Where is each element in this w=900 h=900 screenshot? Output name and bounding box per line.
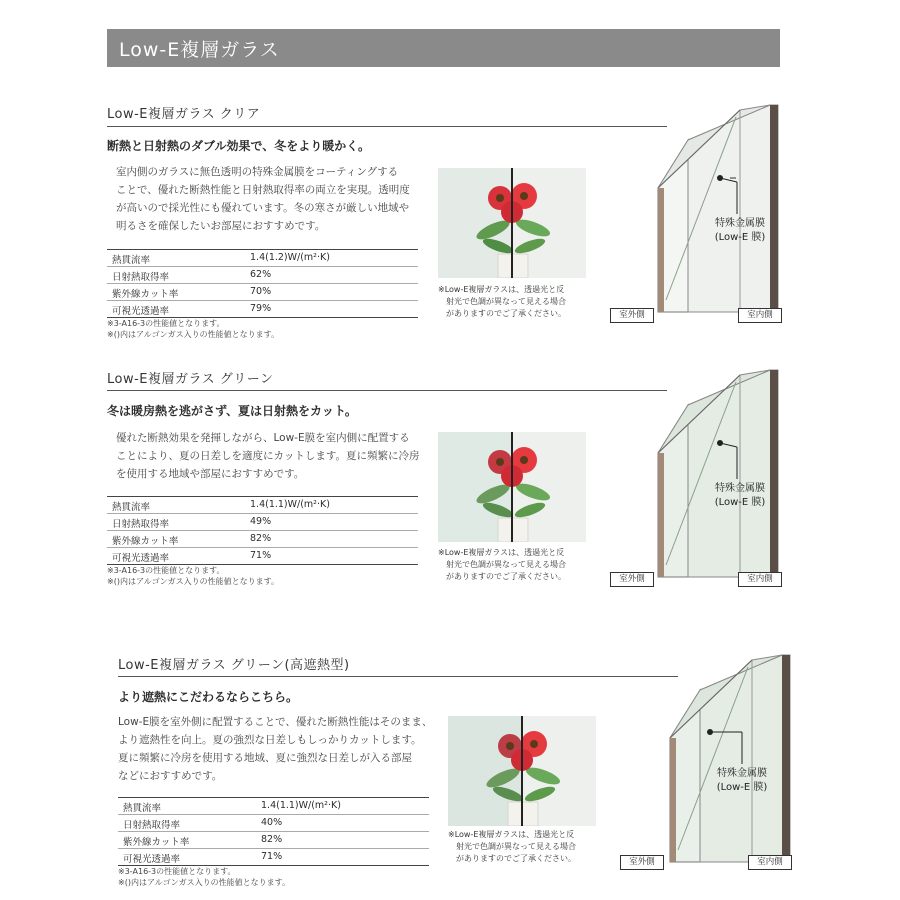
section-title: Low-E複層ガラス グリーン(高遮熱型) bbox=[118, 658, 350, 673]
inside-label: 室内側 bbox=[748, 855, 792, 870]
photo-note-line: ※Low-E複層ガラスは、透過光と反 bbox=[448, 830, 575, 839]
inside-label: 室内側 bbox=[738, 308, 782, 323]
spec-value: 1.4(1.2)W/(m²·K) bbox=[250, 252, 330, 263]
flower-photo bbox=[448, 716, 596, 826]
page-title: Low-E複層ガラス bbox=[119, 39, 280, 61]
spec-row bbox=[107, 284, 418, 301]
spec-notes bbox=[107, 318, 279, 340]
spec-row bbox=[107, 267, 418, 284]
glass-diagram bbox=[600, 365, 790, 590]
photo-note bbox=[448, 829, 576, 865]
inside-label: 室内側 bbox=[738, 572, 782, 587]
section-divider bbox=[107, 126, 667, 127]
spec-notes bbox=[118, 866, 290, 888]
spec-label: 紫外線カット率 bbox=[123, 837, 190, 848]
spec-value: 79% bbox=[250, 303, 272, 314]
spec-label: 可視光透過率 bbox=[112, 553, 170, 564]
photo-note-line: 射光で色調が異なって見える場合 bbox=[446, 560, 566, 569]
spec-note: ※()内はアルゴンガス入りの性能値となります。 bbox=[118, 878, 290, 887]
spec-label: 紫外線カット率 bbox=[112, 536, 179, 547]
spec-value: 70% bbox=[250, 286, 272, 297]
photo-note-line: がありますのでご了承ください。 bbox=[446, 309, 566, 318]
film-label-line: 特殊金属膜 bbox=[715, 483, 765, 494]
spec-label: 熱貫流率 bbox=[123, 803, 162, 814]
section-description bbox=[118, 713, 448, 785]
spec-row bbox=[118, 832, 429, 849]
film-label bbox=[700, 217, 780, 245]
spec-value: 1.4(1.1)W/(m²·K) bbox=[250, 499, 330, 510]
spec-value: 71% bbox=[250, 550, 272, 561]
glass-diagram bbox=[612, 650, 802, 875]
page-header bbox=[107, 29, 780, 67]
reflection-divider bbox=[511, 168, 513, 278]
desc-line: ことで、優れた断熱性能と日射熱取得率の両立を実現。透明度 bbox=[116, 184, 410, 196]
photo-note bbox=[438, 284, 566, 320]
photo-note-line: がありますのでご了承ください。 bbox=[456, 854, 576, 863]
section-divider bbox=[118, 676, 678, 677]
film-label-line: (Low-E 膜) bbox=[714, 232, 766, 243]
section-description bbox=[116, 163, 436, 235]
desc-line: 明るさを確保したいお部屋におすすめです。 bbox=[116, 220, 326, 232]
photo-note-line: ※Low-E複層ガラスは、透過光と反 bbox=[438, 285, 565, 294]
flower-photo bbox=[438, 168, 586, 278]
film-label-line: (Low-E 膜) bbox=[714, 497, 766, 508]
flower-photo bbox=[438, 432, 586, 542]
section-description bbox=[116, 429, 436, 483]
desc-line: などにおすすめです。 bbox=[118, 770, 223, 782]
section-title: Low-E複層ガラス グリーン bbox=[107, 372, 274, 387]
photo-note bbox=[438, 547, 566, 583]
desc-line: より遮熱性を向上。夏の強烈な日差しもしっかりカットします。 bbox=[118, 734, 422, 746]
photo-note-line: ※Low-E複層ガラスは、透過光と反 bbox=[438, 548, 565, 557]
spec-note: ※3-A16-3の性能値となります。 bbox=[118, 867, 236, 876]
spec-note: ※()内はアルゴンガス入りの性能値となります。 bbox=[107, 330, 279, 339]
desc-line: を使用する地域や部屋におすすめです。 bbox=[116, 468, 305, 480]
desc-line: ことにより、夏の日差しを適度にカットします。夏に頻繁に冷房 bbox=[116, 450, 420, 462]
film-label-line: (Low-E 膜) bbox=[716, 782, 768, 793]
spec-table bbox=[107, 496, 418, 565]
spec-label: 紫外線カット率 bbox=[112, 289, 179, 300]
reflection-divider bbox=[511, 432, 513, 542]
spec-value: 62% bbox=[250, 269, 272, 280]
spec-value: 1.4(1.1)W/(m²·K) bbox=[261, 800, 341, 811]
outside-label: 室外側 bbox=[620, 855, 664, 870]
spec-row bbox=[107, 301, 418, 317]
spec-row bbox=[107, 250, 418, 267]
spec-note: ※()内はアルゴンガス入りの性能値となります。 bbox=[107, 577, 279, 586]
spec-label: 可視光透過率 bbox=[123, 854, 181, 865]
outside-label: 室外側 bbox=[610, 308, 654, 323]
photo-note-line: 射光で色調が異なって見える場合 bbox=[456, 842, 576, 851]
spec-label: 日射熱取得率 bbox=[112, 519, 170, 530]
spec-row bbox=[118, 798, 429, 815]
section-headline: より遮熱にこだわるならこちら。 bbox=[118, 690, 299, 704]
spec-label: 日射熱取得率 bbox=[123, 820, 181, 831]
film-label-line: 特殊金属膜 bbox=[717, 768, 767, 779]
desc-line: 夏に頻繁に冷房を使用する地域、夏に強烈な日差しが入る部屋 bbox=[118, 752, 412, 764]
spec-note: ※3-A16-3の性能値となります。 bbox=[107, 319, 225, 328]
spec-row bbox=[107, 497, 418, 514]
section-headline: 断熱と日射熱のダブル効果で、冬をより暖かく。 bbox=[107, 139, 371, 153]
section-divider bbox=[107, 390, 667, 391]
spec-value: 82% bbox=[250, 533, 272, 544]
film-label bbox=[700, 482, 780, 510]
photo-note-line: がありますのでご了承ください。 bbox=[446, 572, 566, 581]
desc-line: Low-E膜を室外側に配置することで、優れた断熱性能はそのまま、 bbox=[118, 716, 433, 728]
section-title: Low-E複層ガラス クリア bbox=[107, 107, 261, 122]
section-headline: 冬は暖房熱を逃がさず、夏は日射熱をカット。 bbox=[107, 404, 357, 418]
spec-row bbox=[118, 815, 429, 832]
photo-note-line: 射光で色調が異なって見える場合 bbox=[446, 297, 566, 306]
film-label bbox=[702, 767, 782, 795]
desc-line: が高いので採光性にも優れています。冬の寒さが厳しい地域や bbox=[116, 202, 410, 214]
spec-note: ※3-A16-3の性能値となります。 bbox=[107, 566, 225, 575]
spec-label: 熱貫流率 bbox=[112, 502, 151, 513]
spec-row bbox=[107, 548, 418, 564]
spec-notes bbox=[107, 565, 279, 587]
spec-value: 71% bbox=[261, 851, 283, 862]
outside-label: 室外側 bbox=[610, 572, 654, 587]
spec-row bbox=[107, 531, 418, 548]
spec-value: 82% bbox=[261, 834, 283, 845]
spec-label: 可視光透過率 bbox=[112, 306, 170, 317]
spec-value: 49% bbox=[250, 516, 272, 527]
film-label-line: 特殊金属膜 bbox=[715, 218, 765, 229]
spec-label: 日射熱取得率 bbox=[112, 272, 170, 283]
spec-value: 40% bbox=[261, 817, 283, 828]
spec-table bbox=[118, 797, 429, 866]
desc-line: 室内側のガラスに無色透明の特殊金属膜をコーティングする bbox=[116, 166, 399, 178]
spec-row bbox=[118, 849, 429, 865]
desc-line: 優れた断熱効果を発揮しながら、Low-E膜を室内側に配置する bbox=[116, 432, 410, 444]
glass-diagram bbox=[600, 100, 790, 325]
spec-label: 熱貫流率 bbox=[112, 255, 151, 266]
reflection-divider bbox=[521, 716, 523, 826]
spec-row bbox=[107, 514, 418, 531]
spec-table bbox=[107, 249, 418, 318]
